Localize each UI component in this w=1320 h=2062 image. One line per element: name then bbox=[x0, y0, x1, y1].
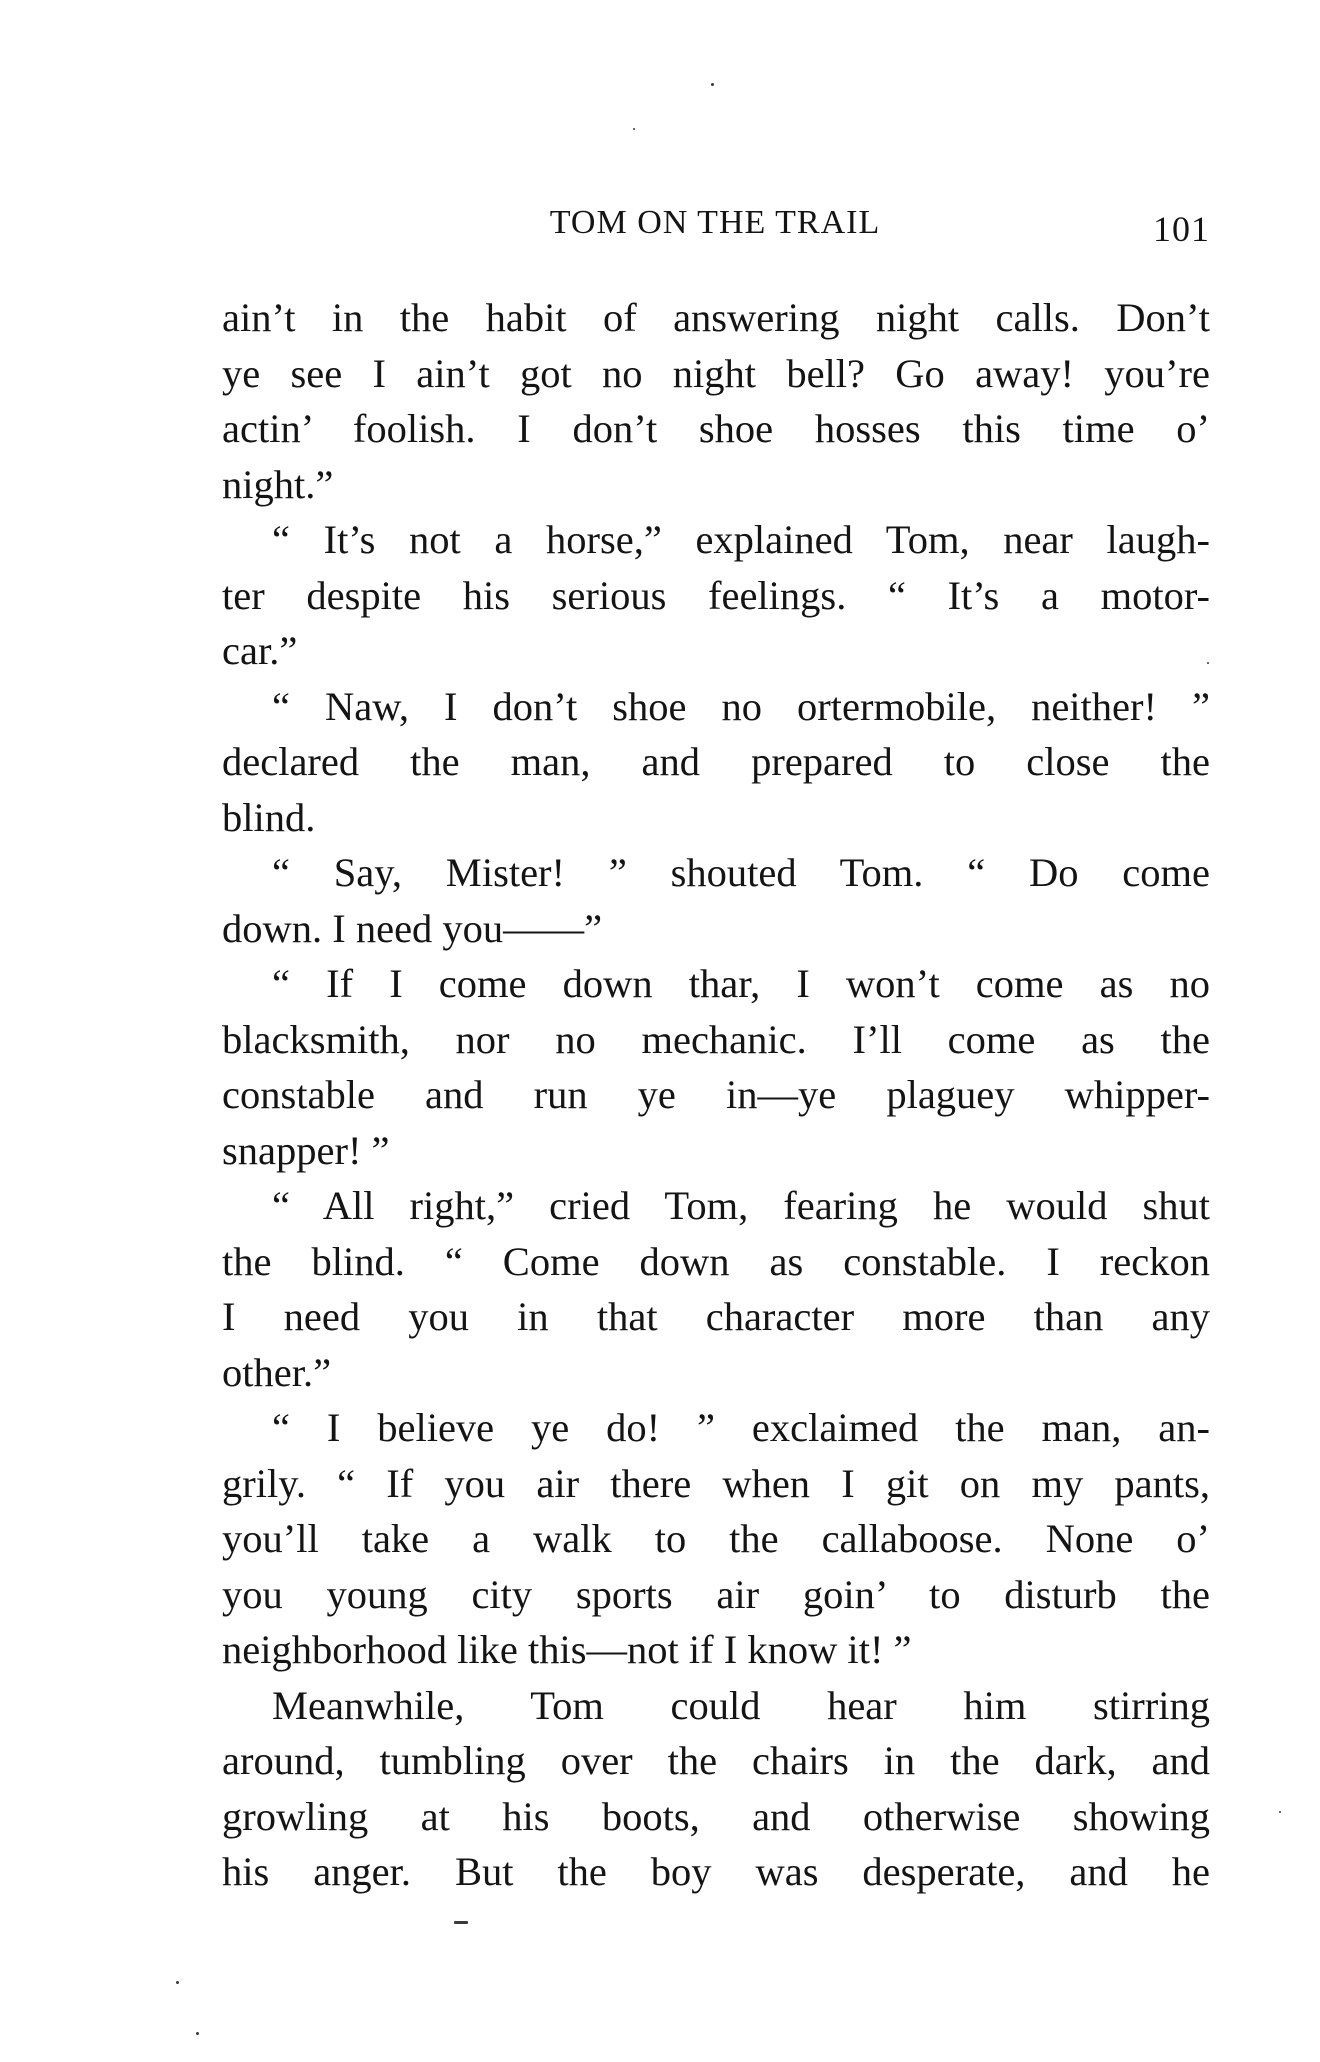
text-line: “ Say, Mister! ” shouted Tom. “ Do come bbox=[272, 850, 1210, 895]
scan-speck bbox=[633, 128, 635, 130]
text-line: actin’ foolish. I don’t shoe hosses this time o’ bbox=[222, 406, 1210, 451]
text-line: ter despite his serious feelings. “ It’s a motor- bbox=[222, 572, 1210, 618]
running-title: TOM ON THE TRAIL bbox=[549, 204, 881, 241]
scan-speck bbox=[711, 83, 714, 86]
text-line: growling at his boots, and otherwise showing bbox=[222, 1793, 1210, 1839]
text-line: down. I need you——” bbox=[222, 905, 603, 951]
text-line: “ All right,” cried Tom, fearing he would shut bbox=[272, 1183, 1210, 1228]
text-line: car.” bbox=[222, 628, 298, 673]
text-line: neighborhood like this—not if I know it! ” bbox=[222, 1627, 912, 1672]
text-line: “ It’s not a horse,” explained Tom, near laugh- bbox=[272, 517, 1210, 562]
text-line: other.” bbox=[222, 1349, 332, 1395]
scan-speck bbox=[454, 1921, 468, 1924]
body-text bbox=[222, 290, 1210, 1900]
text-line: the blind. “ Come down as constable. I reckon bbox=[222, 1238, 1210, 1284]
text-line: “ If I come down thar, I won’t come as no bbox=[272, 961, 1210, 1006]
text-line: around, tumbling over the chairs in the dark, and bbox=[222, 1738, 1210, 1783]
text-line: “ I believe ye do! ” exclaimed the man, an- bbox=[272, 1405, 1210, 1450]
scan-speck bbox=[176, 1981, 179, 1984]
text-line: blind. bbox=[222, 794, 316, 840]
text-line: Meanwhile, Tom could hear him stirring bbox=[272, 1682, 1210, 1728]
running-head bbox=[220, 204, 1210, 254]
scan-speck bbox=[196, 2032, 199, 2035]
text-line: his anger. But the boy was desperate, and he bbox=[222, 1849, 1210, 1894]
text-line: you young city sports air goin’ to disturb the bbox=[222, 1571, 1210, 1617]
text-line: night.” bbox=[222, 461, 334, 507]
text-line: “ Naw, I don’t shoe no ortermobile, neither! ” bbox=[272, 683, 1210, 729]
text-line: snapper! ” bbox=[222, 1127, 390, 1173]
text-line: ye see I ain’t got no night bell? Go away! you’re bbox=[222, 350, 1210, 396]
scan-speck bbox=[1207, 662, 1209, 664]
text-line: blacksmith, nor no mechanic. I’ll come as the bbox=[222, 1016, 1210, 1062]
scan-speck bbox=[1279, 1811, 1281, 1813]
text-line: declared the man, and prepared to close the bbox=[222, 739, 1210, 784]
text-line: I need you in that character more than any bbox=[222, 1294, 1210, 1339]
text-line: you’ll take a walk to the callaboose. None o’ bbox=[222, 1516, 1210, 1561]
text-line: constable and run ye in—ye plaguey whipper- bbox=[222, 1072, 1210, 1117]
text-line: grily. “ If you air there when I git on my pants, bbox=[222, 1460, 1210, 1506]
text-line: ain’t in the habit of answering night calls. Don’t bbox=[222, 295, 1210, 340]
page-number: 101 bbox=[1153, 209, 1210, 249]
